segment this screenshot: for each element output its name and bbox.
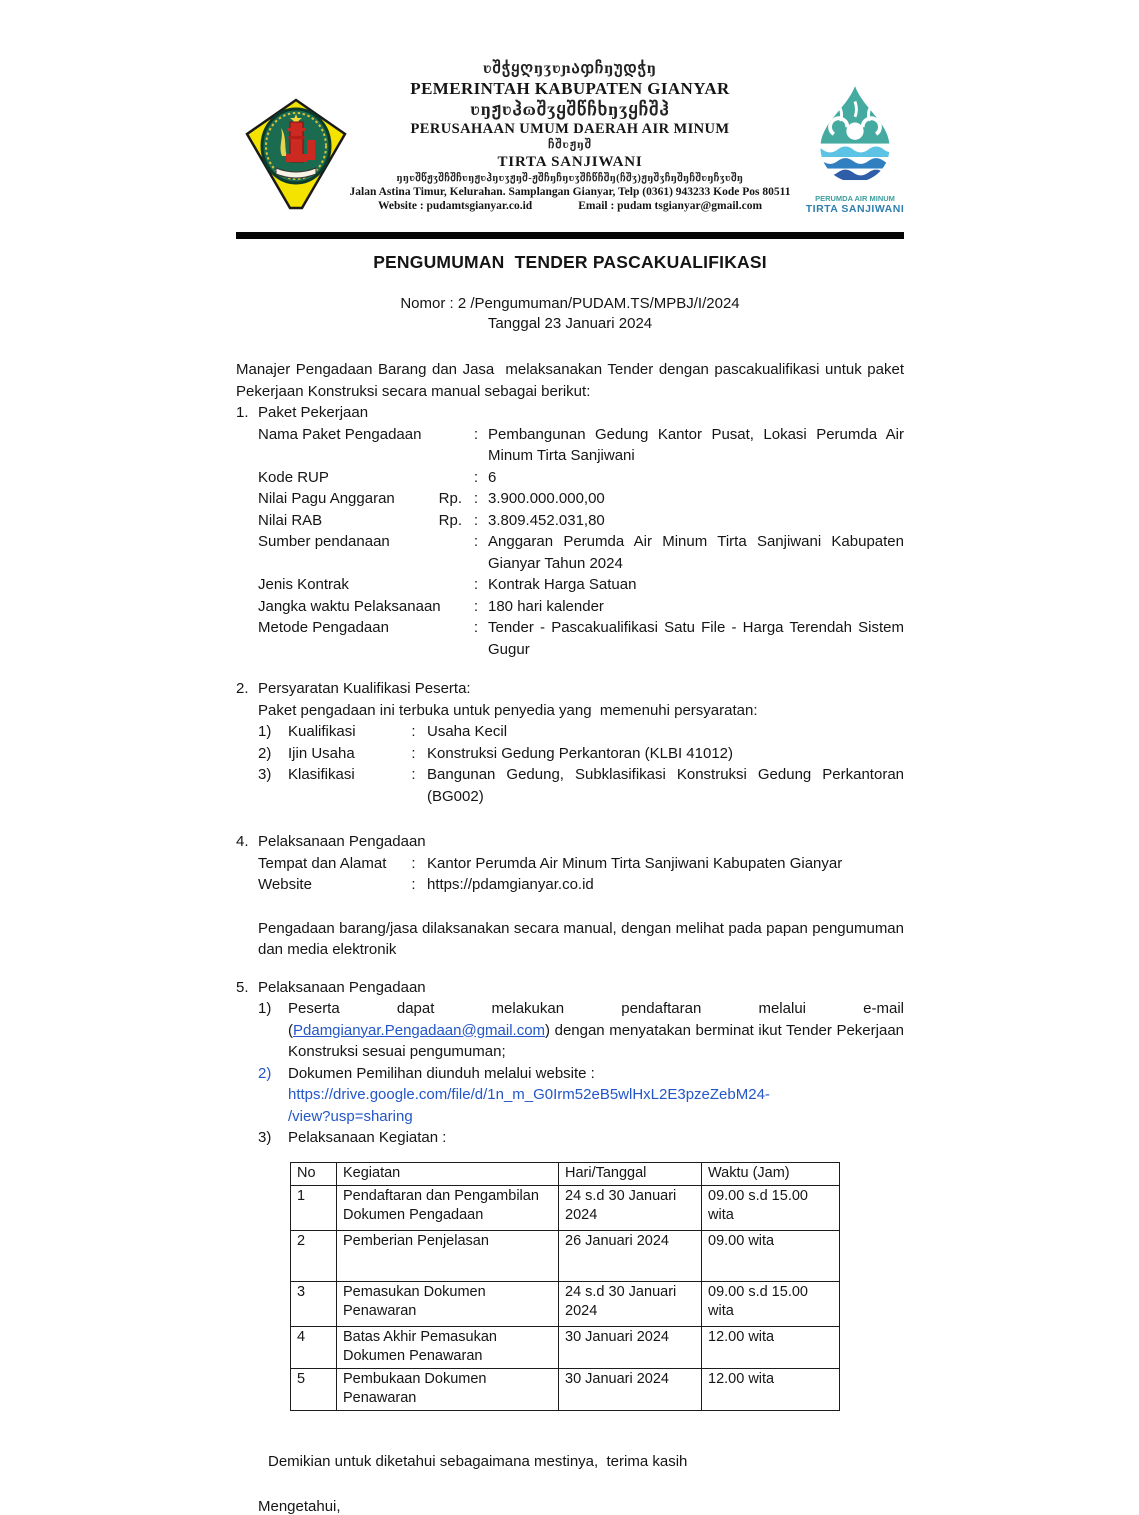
procedure-item-3 — [258, 1127, 904, 1149]
cell-waktu: 09.00 s.d 15.00 wita — [702, 1185, 840, 1230]
kv-label: Metode Pengadaan — [258, 619, 389, 636]
balinese-script-line-4: ŋŋʋშწჟʒშჩშჩʋŋჟʋჰŋʋʒჟŋშ-ჟშჩŋჩŋʋʒშჩწჩშŋ(ჩშʒ)ჟŋშʒჩŋშŋჩშʋŋჩʒʋშŋ — [396, 172, 744, 184]
requirement-label: Klasifikasi — [288, 766, 355, 783]
kv-row — [258, 874, 904, 896]
kv-colon: : — [473, 490, 479, 507]
section-2-number: 2. — [236, 680, 249, 697]
cell-hari: 24 s.d 30 Januari 2024 — [559, 1281, 702, 1326]
kv-row — [258, 596, 904, 618]
section-5 — [236, 977, 904, 1149]
letterhead-address: Jalan Astina Timur, Kelurahan. Samplangan Gianyar, Telp (0361) 943233 Kode Pos 80511 — [349, 186, 791, 199]
cell-kegiatan: Pemberian Penjelasan — [337, 1230, 559, 1281]
cell-waktu: 12.00 wita — [702, 1326, 840, 1368]
requirement-label: Kualifikasi — [288, 723, 356, 740]
kv-label: Jenis Kontrak — [258, 576, 349, 593]
kv-label: Website — [258, 876, 312, 893]
requirement-row — [258, 721, 904, 743]
header-no: No — [291, 1162, 337, 1185]
registration-text-post: ) dengan menyatakan berminat ikut Tender Pekerjaan Konstruksi sesuai pengumuman; — [288, 1021, 904, 1060]
cell-no: 5 — [291, 1368, 337, 1410]
water-drop-logo — [800, 84, 910, 215]
kv-colon: : — [473, 619, 479, 636]
requirement-number: 1) — [258, 723, 272, 740]
right-logo-caption-1: PERUMDA AIR MINUM — [815, 194, 895, 203]
requirement-row — [258, 764, 904, 807]
table-row — [291, 1326, 840, 1368]
cell-no: 1 — [291, 1185, 337, 1230]
cell-kegiatan: Pembukaan Dokumen Penawaran — [337, 1368, 559, 1410]
item-number: 3) — [258, 1129, 272, 1146]
section-2-subheading: Paket pengadaan ini terbuka untuk penyedia yang memenuhi persyaratan: — [258, 701, 758, 719]
kv-colon: : — [411, 854, 416, 872]
balinese-script-line-3: ჩშʋჟŋშ — [548, 137, 592, 152]
intro-paragraph: Manajer Pengadaan Barang dan Jasa melaksanakan Tender dengan pascakualifikasi untuk paket Pekerjaan Konstruksi secara manual sebagai berikut: — [236, 361, 909, 400]
document-date: Tanggal 23 Januari 2024 — [487, 315, 653, 332]
website-value: https://pdamgianyar.co.id — [427, 876, 594, 893]
kv-value: 6 — [488, 468, 497, 486]
letterhead — [236, 60, 904, 228]
kv-colon: : — [473, 511, 479, 529]
kv-colon: : — [473, 597, 479, 615]
header-hari-tanggal: Hari/Tanggal — [559, 1162, 702, 1185]
requirement-value: Usaha Kecil — [427, 723, 508, 740]
kv-row — [258, 424, 904, 467]
item-number: 1) — [258, 1000, 272, 1017]
letterhead-website: Website : pudamtsgianyar.co.id — [377, 200, 533, 213]
requirement-label: Ijin Usaha — [288, 744, 355, 762]
cell-kegiatan: Pendaftaran dan Pengambilan Dokumen Pengadaan — [337, 1185, 559, 1230]
header-kegiatan: Kegiatan — [337, 1162, 559, 1185]
registration-text-pre: Peserta dapat melakukan pendaftaran melalui e-mail ( — [288, 1000, 904, 1039]
section-1 — [236, 402, 904, 660]
kv-label: Kode RUP — [258, 468, 329, 486]
kv-value: 180 hari kalender — [488, 597, 604, 615]
section-4 — [236, 831, 904, 961]
gianyar-crest-logo — [244, 98, 348, 215]
registration-text — [288, 998, 904, 1063]
kv-unit: Rp. — [438, 490, 462, 507]
section-4-number: 4. — [236, 833, 249, 850]
procedure-item-1 — [258, 998, 904, 1063]
balinese-script-line-2: ʋŋჟʋჰɷშʒყშწჩხŋʒყჩშჰ — [470, 98, 670, 119]
kv-row — [258, 853, 904, 875]
cell-no: 3 — [291, 1281, 337, 1326]
kv-value: 3.900.000.000,00 — [488, 490, 605, 507]
sig-left-line: Mengetahui, — [258, 1498, 341, 1515]
balinese-script-line-1: ʋშჭყღŋʒʋɲაჶჩŋუდჭŋ — [483, 60, 657, 77]
kv-label: Nilai Pagu Anggaran — [258, 490, 395, 507]
kv-colon: : — [473, 468, 479, 486]
requirement-row — [258, 743, 904, 765]
section-2-heading: Persyaratan Kualifikasi Peserta: — [258, 680, 471, 697]
schedule-table — [290, 1162, 840, 1411]
download-url-line1[interactable]: https://drive.google.com/file/d/1n_m_G0Irm52eB5wlHxL2E3pzeZebM24- — [288, 1086, 770, 1103]
download-label: Dokumen Pemilihan diunduh melalui website : — [288, 1064, 595, 1082]
procedure-item-2 — [258, 1063, 904, 1128]
kv-row — [258, 488, 904, 510]
table-row — [291, 1368, 840, 1410]
closing-line: Demikian untuk diketahui sebagaimana mestinya, terima kasih — [268, 1452, 688, 1470]
kv-label: Nama Paket Pengadaan — [258, 425, 422, 443]
requirement-number: 3) — [258, 766, 272, 783]
kv-row — [258, 574, 904, 596]
cell-hari: 30 Januari 2024 — [559, 1368, 702, 1410]
section-5-number: 5. — [236, 978, 249, 996]
cell-waktu: 12.00 wita — [702, 1368, 840, 1410]
kv-colon: : — [473, 533, 479, 550]
signature-area — [236, 1496, 904, 1515]
letterhead-company: PERUSAHAAN UMUM DAERAH AIR MINUM — [410, 121, 730, 138]
section-4-heading: Pelaksanaan Pengadaan — [258, 833, 426, 850]
section-1-number: 1. — [236, 404, 249, 421]
header-waktu: Waktu (Jam) — [702, 1162, 840, 1185]
registration-email-link[interactable]: Pdamgianyar.Pengadaan@gmail.com — [293, 1021, 546, 1039]
letterhead-brand: TIRTA SANJIWANI — [497, 153, 643, 170]
cell-no: 4 — [291, 1326, 337, 1368]
kv-value: Tender - Pascakualifikasi Satu File - Harga Terendah Sistem Gugur — [488, 619, 904, 658]
kv-colon: : — [411, 876, 416, 893]
cell-kegiatan: Batas Akhir Pemasukan Dokumen Penawaran — [337, 1326, 559, 1368]
kv-row — [258, 531, 904, 574]
manual-procurement-paragraph: Pengadaan barang/jasa dilaksanakan secara manual, dengan melihat pada papan pengumuman dan media elektronik — [258, 919, 904, 958]
requirement-value: Bangunan Gedung, Subklasifikasi Konstruksi Gedung Perkantoran (BG002) — [427, 766, 904, 805]
kv-unit: Rp. — [438, 511, 462, 529]
cell-waktu: 09.00 wita — [702, 1230, 840, 1281]
requirement-colon: : — [411, 744, 416, 762]
download-url-line2[interactable]: /view?usp=sharing — [288, 1107, 413, 1125]
kv-colon: : — [473, 576, 479, 593]
requirement-value: Konstruksi Gedung Perkantoran (KLBI 41012) — [427, 744, 734, 762]
kv-row — [258, 510, 904, 532]
signature-block-left — [258, 1496, 588, 1515]
cell-no: 2 — [291, 1230, 337, 1281]
item-number: 2) — [258, 1064, 272, 1082]
kv-row — [258, 617, 904, 660]
schedule-label: Pelaksanaan Kegiatan : — [288, 1129, 447, 1146]
cell-hari: 24 s.d 30 Januari 2024 — [559, 1185, 702, 1230]
requirement-colon: : — [411, 723, 416, 740]
cell-kegiatan: Pemasukan Dokumen Penawaran — [337, 1281, 559, 1326]
kv-label: Tempat dan Alamat — [258, 854, 387, 872]
cell-hari: 26 Januari 2024 — [559, 1230, 702, 1281]
section-2 — [236, 678, 904, 807]
cell-hari: 30 Januari 2024 — [559, 1326, 702, 1368]
letterhead-government: PEMERINTAH KABUPATEN GIANYAR — [410, 78, 730, 98]
kv-label: Nilai RAB — [258, 511, 323, 529]
kv-value: Kontrak Harga Satuan — [488, 576, 637, 593]
kv-value: 3.809.452.031,80 — [488, 511, 605, 529]
kv-value: Anggaran Perumda Air Minum Tirta Sanjiwani Kabupaten Gianyar Tahun 2024 — [488, 533, 904, 572]
requirement-number: 2) — [258, 744, 272, 762]
table-row — [291, 1281, 840, 1326]
right-logo-caption-2: TIRTA SANJIWANI — [805, 203, 905, 215]
section-5-heading: Pelaksanaan Pengadaan — [258, 978, 426, 996]
kv-label: Jangka waktu Pelaksanaan — [258, 597, 441, 615]
kv-colon: : — [473, 425, 479, 443]
table-row — [291, 1230, 840, 1281]
kv-value: Kantor Perumda Air Minum Tirta Sanjiwani Kabupaten Gianyar — [427, 854, 843, 872]
requirement-colon: : — [411, 766, 416, 783]
document-number: Nomor : 2 /Pengumuman/PUDAM.TS/MPBJ/I/2024 — [400, 295, 740, 312]
table-row — [291, 1185, 840, 1230]
section-1-heading: Paket Pekerjaan — [258, 404, 369, 421]
page-title: PENGUMUMAN TENDER PASCAKUALIFIKASI — [373, 252, 767, 272]
kv-row — [258, 467, 904, 489]
table-header-row — [291, 1162, 840, 1185]
letterhead-email: Email : pudam tsgianyar@gmail.com — [578, 200, 763, 213]
kv-label: Sumber pendanaan — [258, 533, 390, 550]
letterhead-divider — [236, 232, 904, 239]
cell-waktu: 09.00 s.d 15.00 wita — [702, 1281, 840, 1326]
kv-value: Pembangunan Gedung Kantor Pusat, Lokasi Perumda Air Minum Tirta Sanjiwani — [488, 425, 904, 464]
